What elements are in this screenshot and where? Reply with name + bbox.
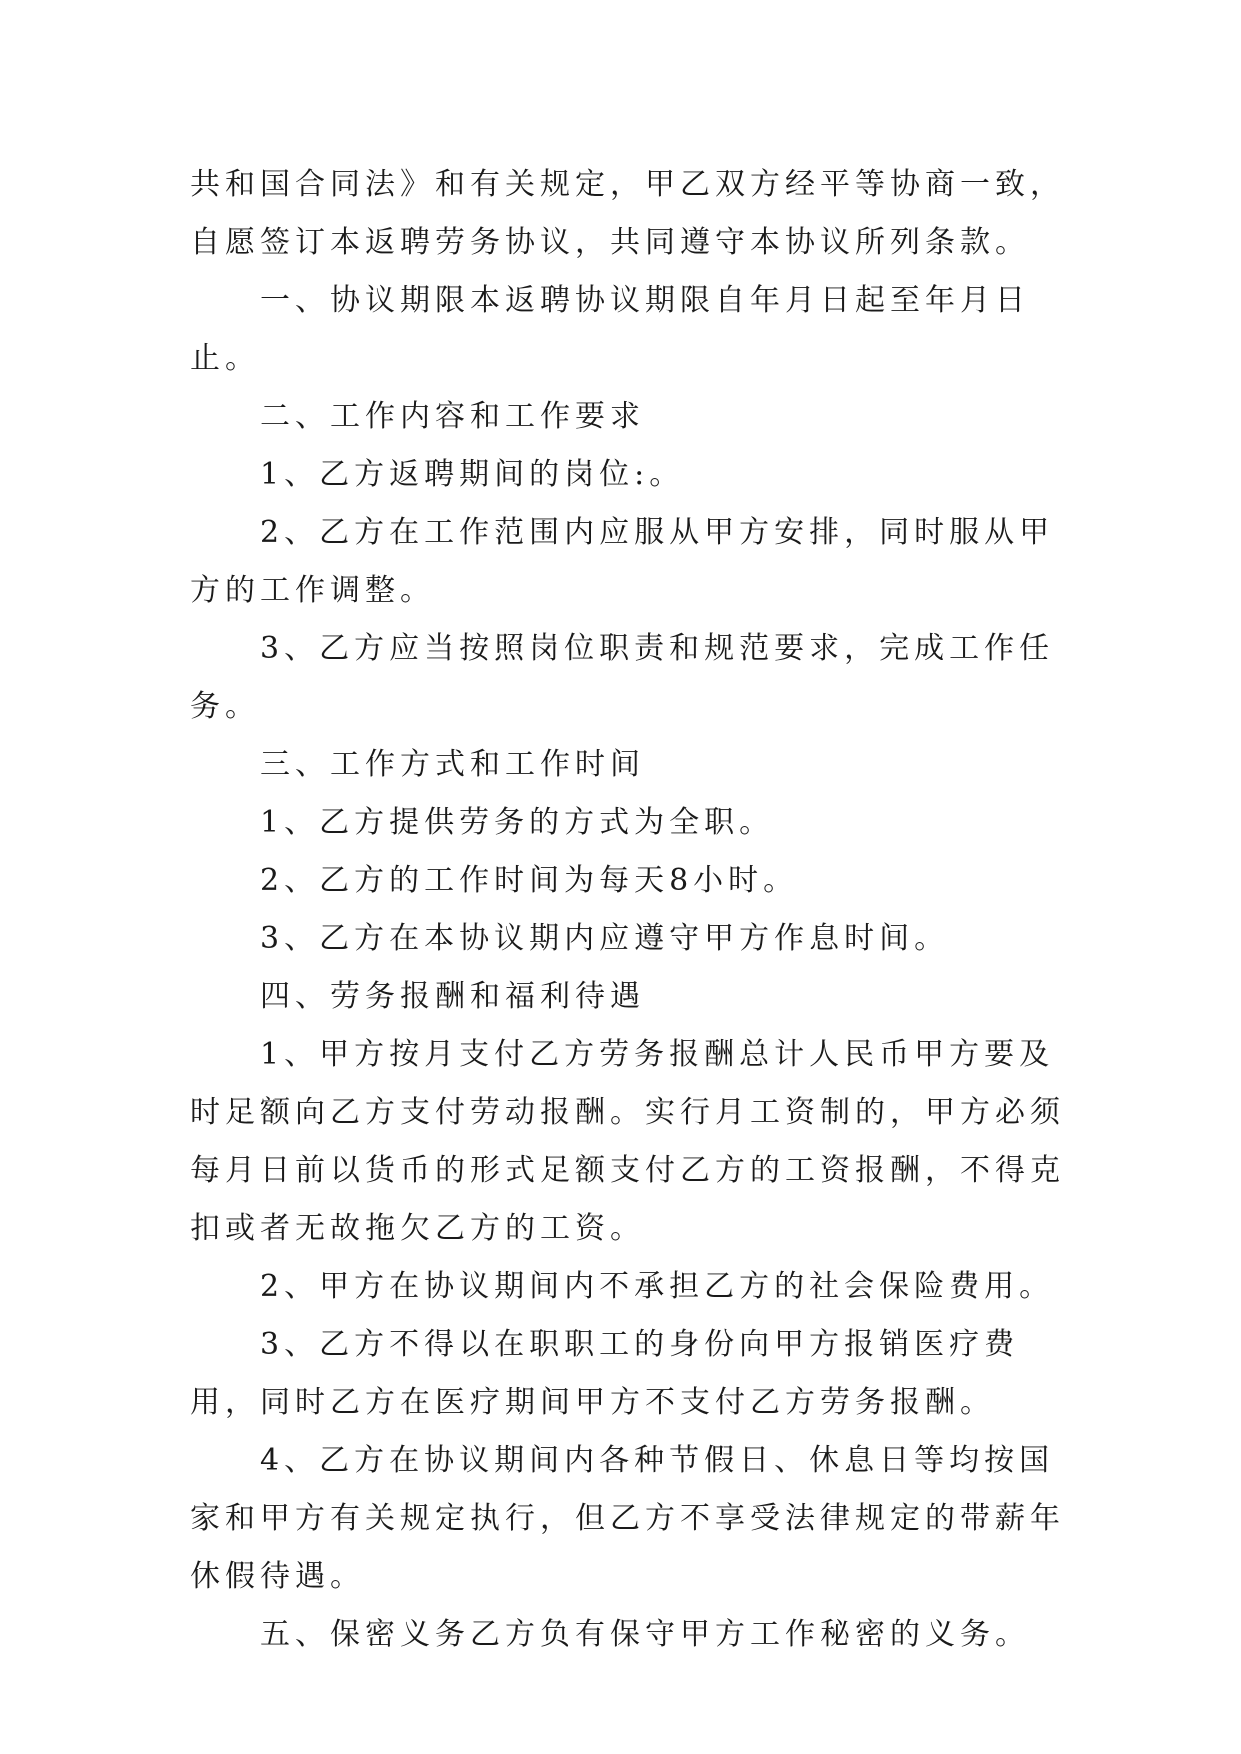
clause-4-3: 3、乙方不得以在职职工的身份向甲方报销医疗费用，同时乙方在医疗期间甲方不支付乙方劳务报酬。 [190,1327,1020,1420]
paragraph-preamble: 共和国合同法》和有关规定，甲乙双方经平等协商一致，自愿签订本返聘劳务协议，共同遵守本协议所列条款。 [190,167,1065,260]
document-body [190,156,1070,1664]
clause-2-2: 2、乙方在工作范围内应服从甲方安排，同时服从甲方的工作调整。 [190,515,1055,608]
clause-3-1: 1、乙方提供劳务的方式为全职。 [260,805,775,840]
clause-3-3: 3、乙方在本协议期内应遵守甲方作息时间。 [260,921,950,956]
clause-5-confidentiality: 五、保密义务乙方负有保守甲方工作秘密的义务。 [260,1617,1030,1652]
section-4-heading: 四、劳务报酬和福利待遇 [260,979,645,1014]
clause-1-term: 一、协议期限本返聘协议期限自年月日起至年月日止。 [190,283,1030,376]
clause-4-2: 2、甲方在协议期间内不承担乙方的社会保险费用。 [260,1269,1055,1304]
section-2-heading: 二、工作内容和工作要求 [260,399,645,434]
clause-3-2: 2、乙方的工作时间为每天8小时。 [260,863,799,898]
clause-2-1: 1、乙方返聘期间的岗位:。 [260,457,685,492]
clause-4-4: 4、乙方在协议期间内各种节假日、休息日等均按国家和甲方有关规定执行，但乙方不享受法律规定的带薪年休假待遇。 [190,1443,1065,1594]
section-3-heading: 三、工作方式和工作时间 [260,747,645,782]
clause-4-1: 1、甲方按月支付乙方劳务报酬总计人民币甲方要及时足额向乙方支付劳动报酬。实行月工资制的，甲方必须每月日前以货币的形式足额支付乙方的工资报酬，不得克扣或者无故拖欠乙方的工资。 [190,1037,1065,1246]
clause-2-3: 3、乙方应当按照岗位职责和规范要求，完成工作任务。 [190,631,1055,724]
